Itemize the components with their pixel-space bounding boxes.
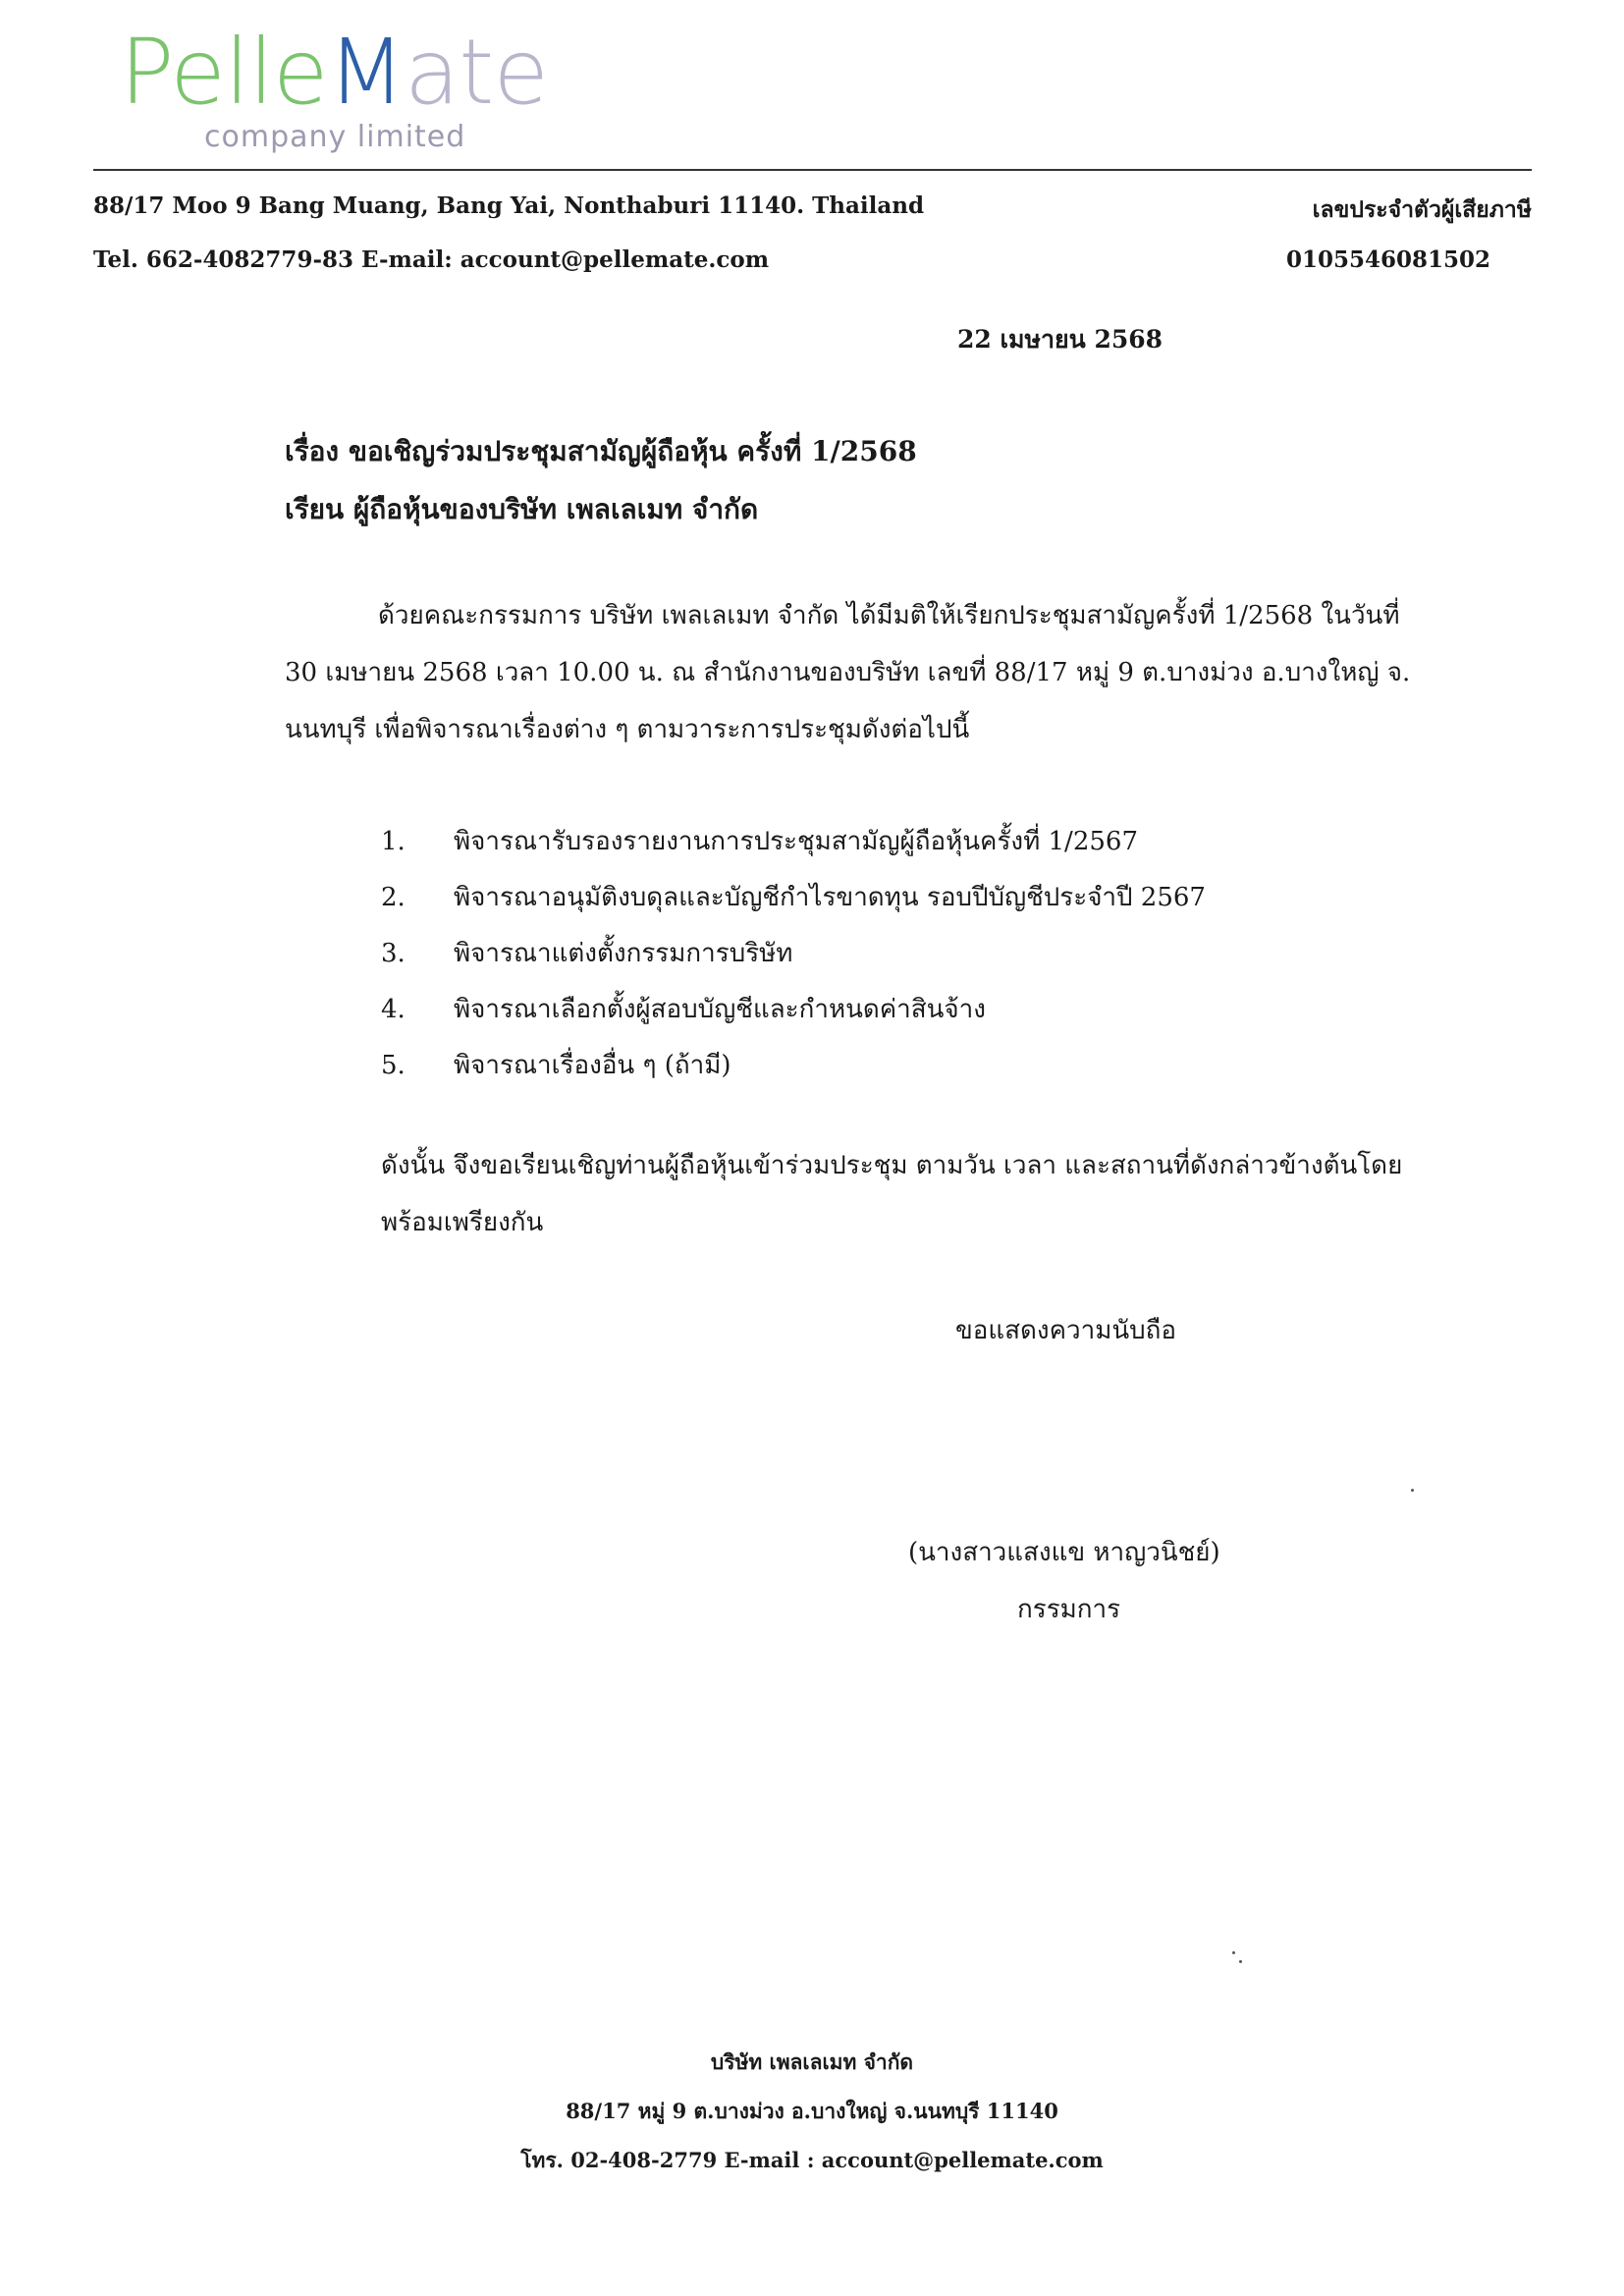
letter-recipient: เรียน ผู้ถือหุ้นของบริษัท เพลเลเมท จำกัด	[285, 493, 759, 525]
agenda-text: พิจารณารับรองรายงานการประชุมสามัญผู้ถือหุ้นครั้งที่ 1/2567	[454, 827, 1138, 856]
agenda-number: 4.	[381, 995, 406, 1024]
agenda-text: พิจารณาเลือกตั้งผู้สอบบัญชีและกำหนดค่าสินจ้าง	[454, 995, 986, 1024]
agenda-number: 5.	[381, 1051, 406, 1080]
agenda-text: พิจารณาแต่งตั้งกรรมการบริษัท	[454, 939, 793, 968]
closing-salutation: ขอแสดงความนับถือ	[955, 1316, 1176, 1345]
company-address: 88/17 Moo 9 Bang Muang, Bang Yai, Nonthaburi 11140. Thailand	[93, 192, 925, 219]
agenda-text: พิจารณาอนุมัติงบดุลและบัญชีกำไรขาดทุน รอบปีบัญชีประจำปี 2567	[454, 883, 1206, 912]
letter-subject: เรื่อง ขอเชิญร่วมประชุมสามัญผู้ถือหุ้น ครั้งที่ 1/2568	[285, 435, 917, 467]
logo-text-part1: Pelle	[120, 20, 328, 125]
closing-line-1: ดังนั้น จึงขอเรียนเชิญท่านผู้ถือหุ้นเข้าร่วมประชุม ตามวัน เวลา และสถานที่ดังกล่าวข้างต้นโดย	[381, 1151, 1403, 1180]
logo-text-part2: M	[327, 20, 405, 125]
company-logo	[120, 20, 548, 125]
intro-line-3: นนทบุรี เพื่อพิจารณาเรื่องต่าง ๆ ตามวาระการประชุมดังต่อไปนี้	[285, 715, 970, 744]
tax-id-label: เลขประจำตัวผู้เสียภาษี	[1312, 196, 1532, 223]
intro-line-1: ด้วยคณะกรรมการ บริษัท เพลเลเมท จำกัด ได้มีมติให้เรียกประชุมสามัญครั้งที่ 1/2568 ในวันที่	[378, 601, 1400, 630]
agenda-number: 1.	[381, 827, 406, 856]
header-divider	[93, 169, 1532, 171]
scan-speck	[1239, 1960, 1242, 1963]
agenda-item	[381, 933, 792, 973]
signer-name: (นางสาวแสงแข หาญวนิชย์)	[908, 1538, 1220, 1567]
agenda-item	[381, 821, 1138, 861]
tax-id-number: 0105546081502	[1285, 246, 1490, 273]
footer-contact: โทร. 02-408-2779 E-mail : account@pellemate.com	[520, 2148, 1104, 2172]
closing-line-2: พร้อมเพรียงกัน	[381, 1208, 544, 1237]
company-contact: Tel. 662-4082779-83 E-mail: account@pellemate.com	[93, 246, 770, 273]
footer-address: 88/17 หมู่ 9 ต.บางม่วง อ.บางใหญ่ จ.นนทบุรี 11140	[566, 2099, 1058, 2123]
logo-subtitle: company limited	[204, 120, 466, 154]
agenda-item	[381, 877, 1206, 917]
agenda-item	[381, 1045, 731, 1085]
scan-speck	[1232, 1951, 1235, 1954]
scan-speck	[1411, 1489, 1414, 1492]
letter-date: 22 เมษายน 2568	[957, 325, 1164, 354]
logo-text-part3: ate	[404, 20, 548, 125]
agenda-item	[381, 989, 986, 1029]
intro-line-2: 30 เมษายน 2568 เวลา 10.00 น. ณ สำนักงานของบริษัท เลขที่ 88/17 หมู่ 9 ต.บางม่วง อ.บางใหญ่ จ.	[285, 658, 1411, 687]
signer-title: กรรมการ	[1017, 1595, 1121, 1624]
agenda-number: 3.	[381, 939, 406, 968]
agenda-number: 2.	[381, 883, 406, 912]
agenda-text: พิจารณาเรื่องอื่น ๆ (ถ้ามี)	[454, 1051, 731, 1080]
footer-company-name: บริษัท เพลเลเมท จำกัด	[710, 2050, 914, 2074]
